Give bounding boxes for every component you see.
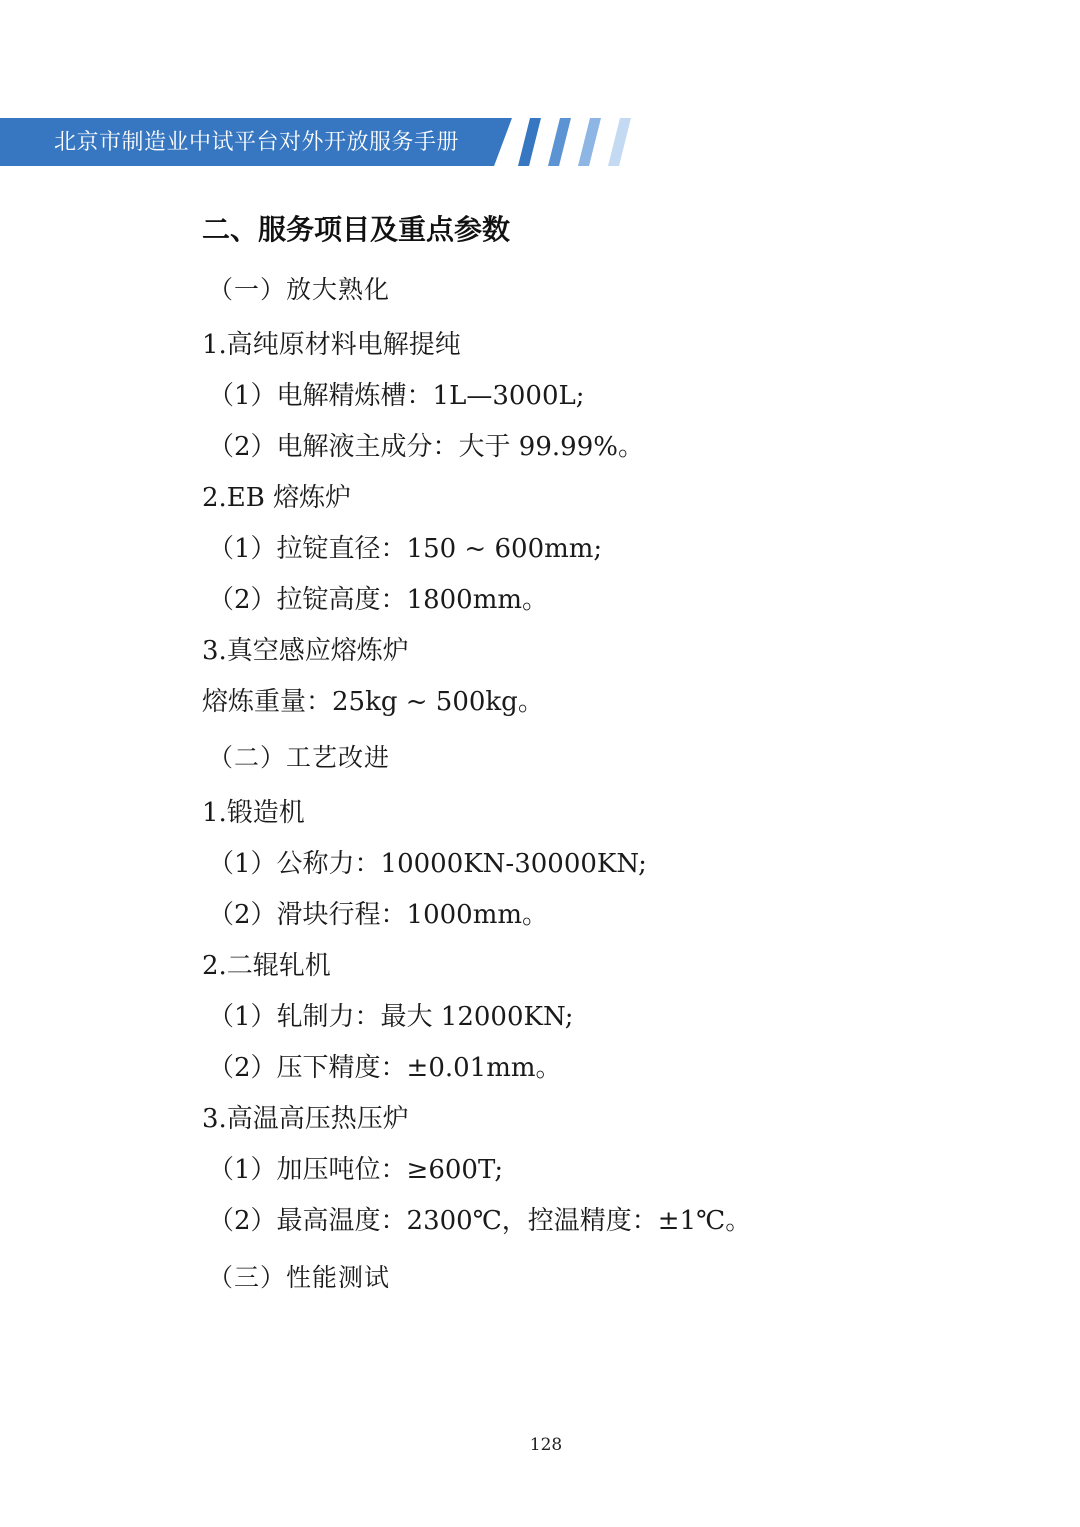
item-detail: （2）拉锭高度：1800mm。: [208, 585, 549, 615]
item-detail: （1）公称力：10000KN-30000KN;: [208, 849, 647, 879]
item-detail: （1）拉锭直径：150 ~ 600mm;: [208, 534, 603, 564]
section-title: 二、服务项目及重点参数: [202, 213, 511, 246]
item-detail: 熔炼重量：25kg ~ 500kg。: [202, 687, 544, 717]
item-heading: 2.EB 熔炼炉: [202, 483, 352, 513]
subsection-heading: （一）放大熟化: [208, 275, 391, 304]
item-detail: （2）压下精度：±0.01mm。: [208, 1053, 562, 1083]
item-heading: 3.真空感应熔炼炉: [202, 636, 409, 666]
item-detail: （2）电解液主成分：大于 99.99%。: [208, 432, 644, 462]
stripe-2: [548, 118, 571, 166]
stripe-3: [578, 118, 601, 166]
item-detail: （1）电解精炼槽：1L—3000L;: [208, 381, 585, 411]
item-detail: （2）滑块行程：1000mm。: [208, 900, 549, 930]
item-detail: （1）加压吨位：≥600T;: [208, 1155, 504, 1185]
page-number: 128: [529, 1435, 563, 1455]
decorative-stripes: [518, 118, 648, 166]
item-heading: 2.二辊轧机: [202, 951, 331, 981]
subsection-heading: （三）性能测试: [208, 1263, 391, 1292]
stripe-1: [518, 118, 541, 166]
item-heading: 1.高纯原材料电解提纯: [202, 330, 461, 360]
item-heading: 3.高温高压热压炉: [202, 1104, 409, 1134]
item-detail: （1）轧制力：最大 12000KN;: [208, 1002, 574, 1032]
document-title: 北京市制造业中试平台对外开放服务手册: [54, 130, 460, 155]
item-heading: 1.锻造机: [202, 798, 305, 828]
stripe-4: [608, 118, 631, 166]
item-detail: （2）最高温度：2300℃，控温精度：±1℃。: [208, 1206, 752, 1236]
subsection-heading: （二）工艺改进: [208, 743, 391, 772]
